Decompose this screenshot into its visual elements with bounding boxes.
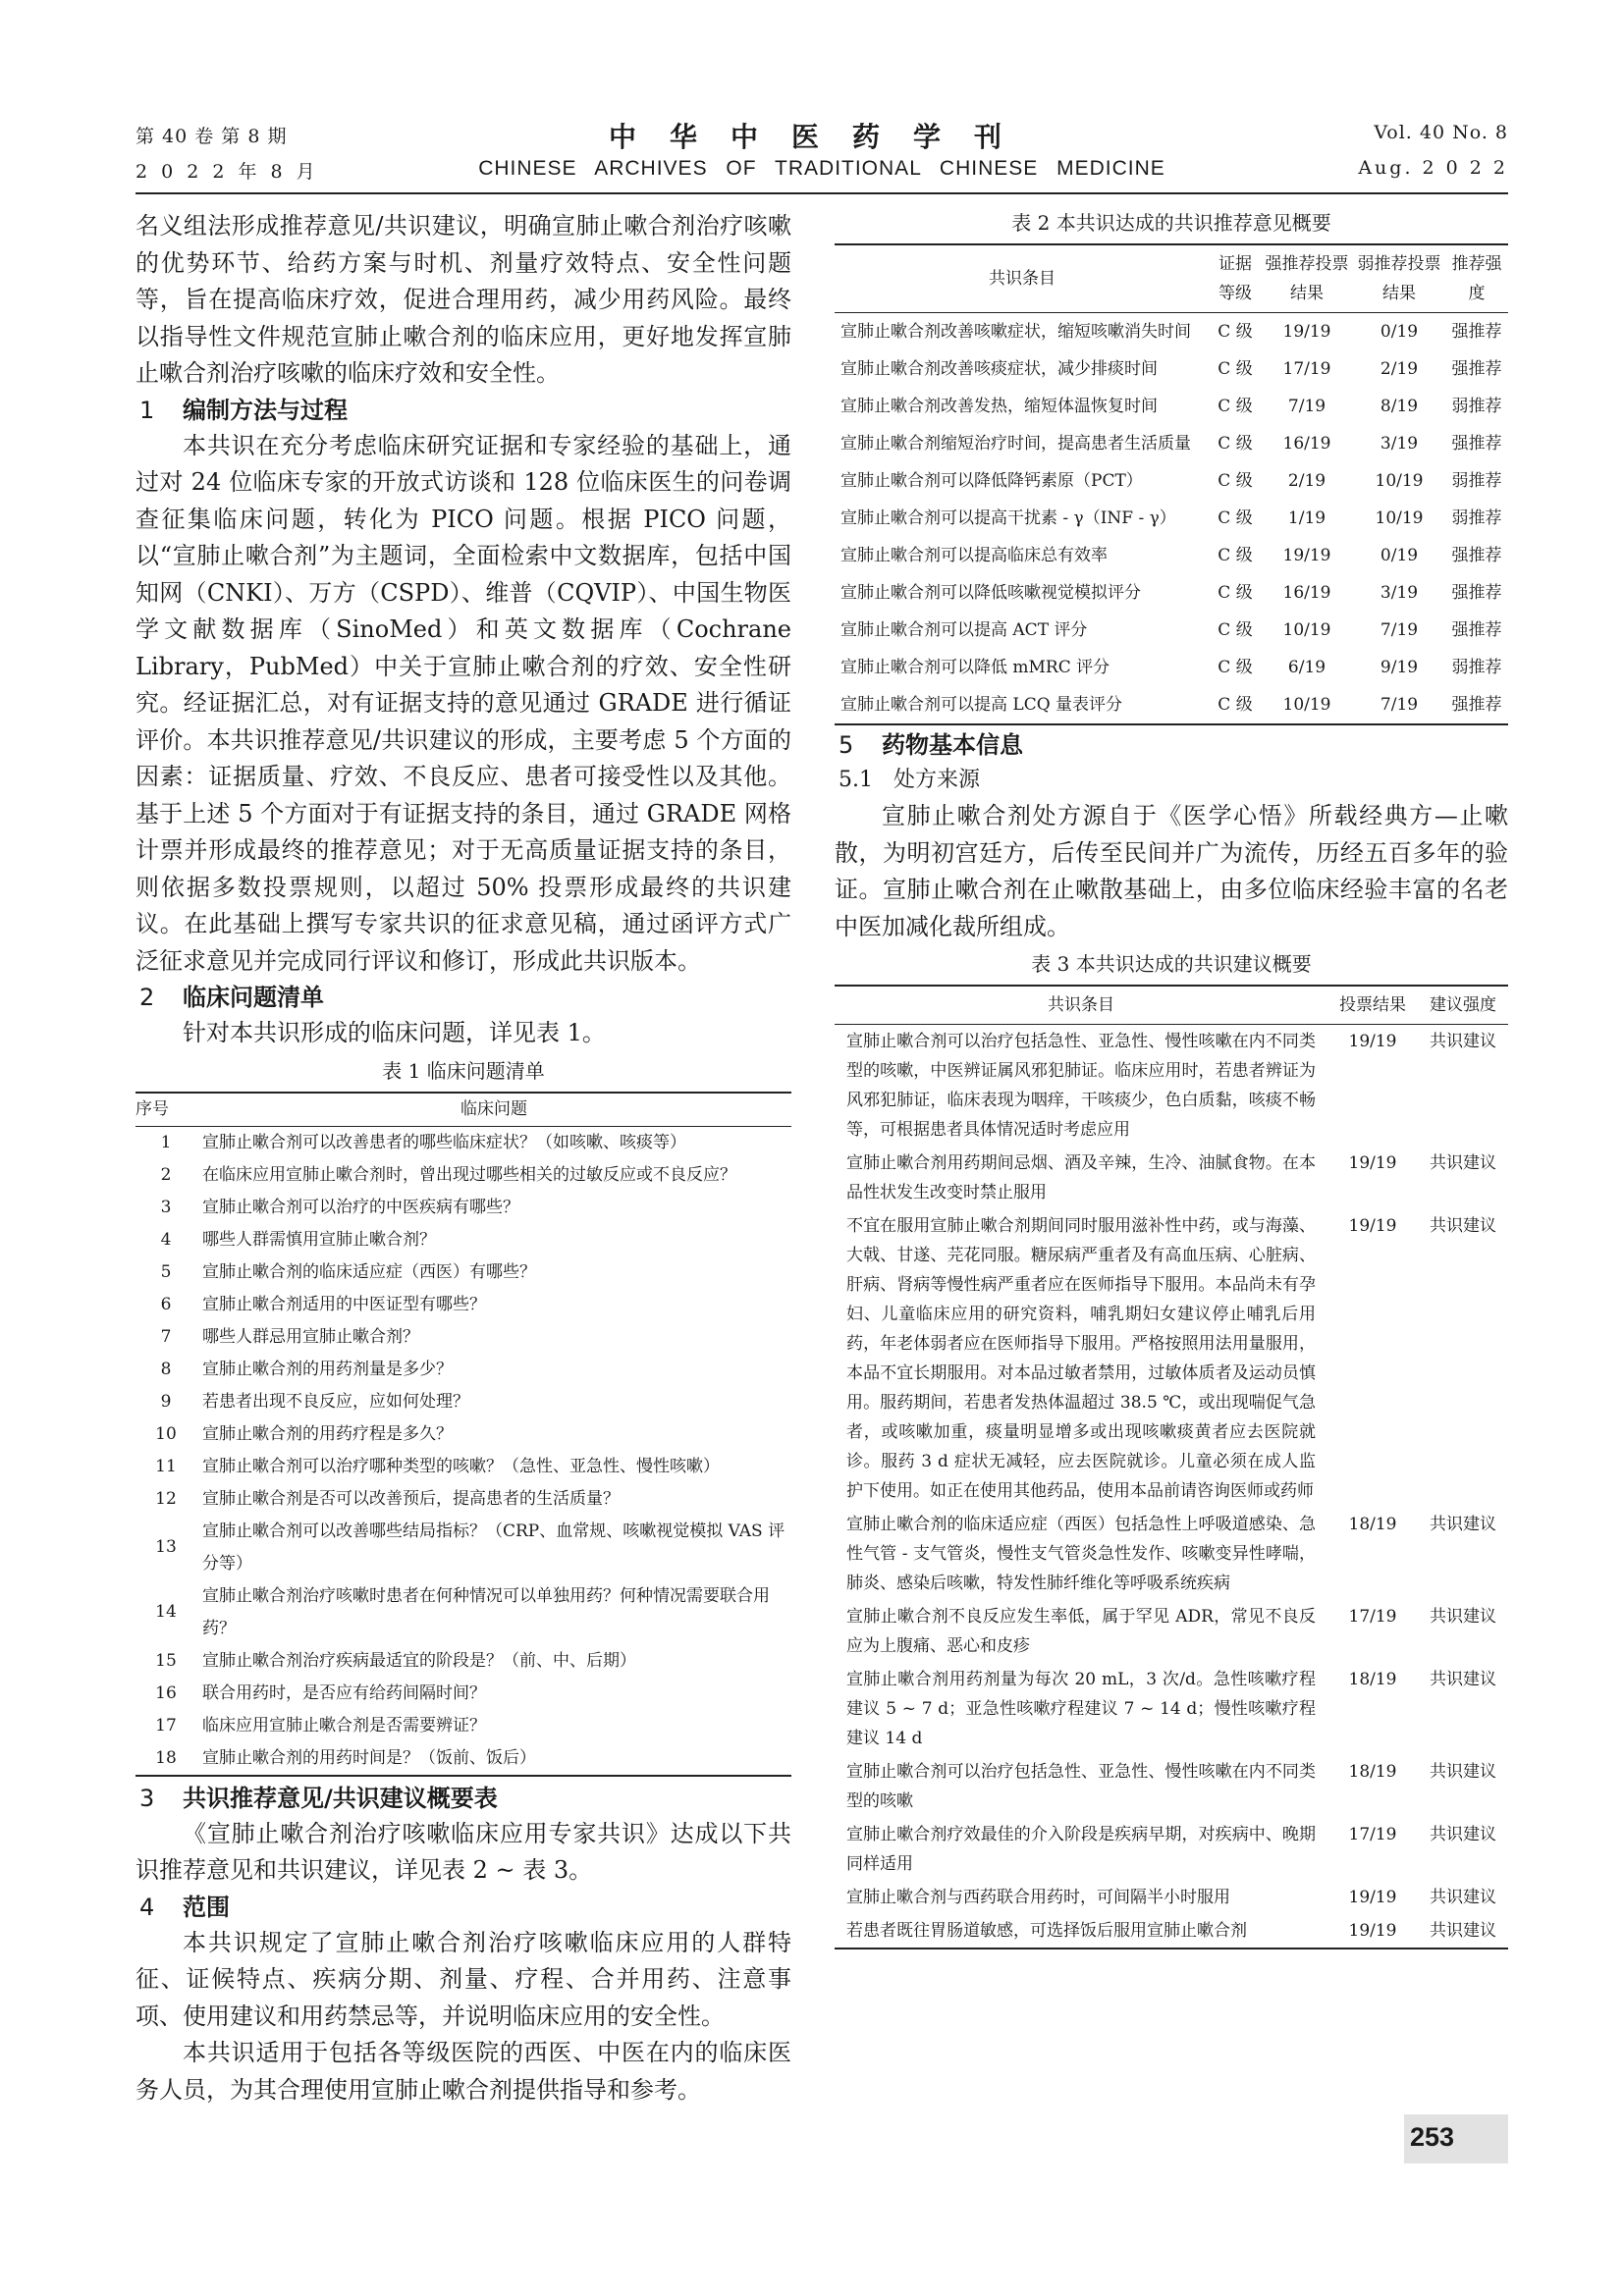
section-number: 5.1 bbox=[839, 768, 873, 792]
table-cell: 共识建议 bbox=[1418, 1914, 1508, 1949]
table-cell: 8/19 bbox=[1380, 397, 1419, 416]
header-cell: 共识条目 bbox=[835, 244, 1210, 313]
table-cell: 宣肺止嗽合剂的临床适应症（西医）有哪些？ bbox=[202, 1261, 536, 1282]
volume-issue-en: Vol. 40 No. 8 bbox=[1374, 122, 1508, 143]
table-cell: 宣肺止嗽合剂的临床适应症（西医）包括急性上呼吸道感染、急性气管 - 支气管炎，慢性支气管炎急性发作、咳嗽变异性哮喘，肺炎、感染后咳嗽，特发性肺纤维化等呼吸系统疾病 bbox=[846, 1515, 1316, 1593]
table-cell: 19/19 bbox=[1282, 546, 1331, 565]
section-title: 范围 bbox=[183, 1893, 230, 1921]
section-4-paragraph-2: 本共识适用于包括各等级医院的西医、中医在内的临床医务人员，为其合理使用宣肺止嗽合剂提供指导和参考。 bbox=[135, 2039, 791, 2104]
table-row bbox=[835, 1663, 1508, 1755]
table-row bbox=[835, 425, 1508, 462]
section-5-heading bbox=[835, 727, 1508, 763]
table-header-row bbox=[835, 244, 1508, 313]
table-cell: C 级 bbox=[1218, 658, 1253, 677]
table-3-caption: 表 3 本共识达成的共识建议概要 bbox=[1031, 952, 1312, 976]
table-cell: 19/19 bbox=[1348, 1153, 1397, 1173]
table-cell: 3/19 bbox=[1380, 434, 1419, 454]
table-cell: C 级 bbox=[1218, 546, 1253, 565]
table-row bbox=[135, 1742, 791, 1776]
table-cell: 共识建议 bbox=[1430, 1515, 1496, 1534]
table-cell: 共识建议 bbox=[1430, 1888, 1496, 1907]
header-cell: 推荐强度 bbox=[1445, 244, 1508, 313]
table-cell: C 级 bbox=[1218, 434, 1253, 454]
table-cell: 共识建议 bbox=[1430, 1032, 1496, 1051]
table-cell: 19/19 bbox=[1282, 322, 1331, 342]
table-cell: 0/19 bbox=[1380, 546, 1419, 565]
table-cell: 10/19 bbox=[1375, 508, 1424, 528]
table-cell: 共识建议 bbox=[1430, 1762, 1496, 1782]
table-cell: 宣肺止嗽合剂的用药剂量是多少？ bbox=[202, 1359, 453, 1379]
table-row bbox=[135, 1451, 791, 1483]
table-cell: 10/19 bbox=[1375, 471, 1424, 491]
section-number: 4 bbox=[139, 1893, 155, 1921]
section-5-1-heading bbox=[835, 763, 1508, 798]
section-1-paragraph: 本共识在充分考虑临床研究证据和专家经验的基础上，通过对 24 位临床专家的开放式访谈和 128 位临床医生的问卷调查征集临床问题，转化为 PICO 问题。根据 PICO 问题，以“宣肺止嗽合剂”为主题词，全面检索中文数据库，包括中国知网（CNKI）、万方（CSPD）、维普（CQVIP）、中国生物医学文献数据库（SinoMed）和英文数据库（Cochrane Library，PubMed）中关于宣肺止嗽合剂的疗效、安全性研究。经证据汇总，对有证据支持的意见通过 GRADE 进行循证评价。本共识推荐意见/共识建议的形成，主要考虑 5 个方面的因素：证据质量、疗效、不良反应、患者可接受性以及其他。基于上述 5 个方面对于有证据支持的条目，通过 GRADE 网格计票并形成最终的推荐意见；对于无高质量证据支持的条目，则依据多数投票规则，以超过 50% 投票形成最终的共识建议。在此基础上撰写专家共识的征求意见稿，通过函评方式广泛征求意见并完成同行评议和修订，形成此共识版本。 bbox=[135, 431, 791, 975]
table-cell: 若患者既往胃肠道敏感，可选择饭后服用宣肺止嗽合剂 bbox=[835, 1914, 1327, 1949]
table-cell: 19/19 bbox=[1327, 1914, 1418, 1949]
table-cell: 宣肺止嗽合剂疗效最佳的介入阶段是疾病早期，对疾病中、晚期同样适用 bbox=[846, 1825, 1316, 1874]
table-cell: 13 bbox=[155, 1537, 177, 1557]
table-cell: 弱推荐 bbox=[1451, 471, 1502, 491]
section-title: 处方来源 bbox=[893, 768, 981, 792]
table-cell: 8 bbox=[160, 1359, 172, 1379]
table-cell: 共识建议 bbox=[1430, 1607, 1496, 1627]
header-cell: 投票结果 bbox=[1327, 986, 1418, 1025]
table-cell: 7/19 bbox=[1353, 686, 1445, 724]
table-2-caption: 表 2 本共识达成的共识推荐意见概要 bbox=[1011, 211, 1331, 235]
table-cell: 共识建议 bbox=[1430, 1825, 1496, 1844]
table-row bbox=[135, 1386, 791, 1418]
table-cell: 弱推荐 bbox=[1451, 658, 1502, 677]
table-3 bbox=[835, 985, 1508, 1949]
table-cell: 19/19 bbox=[1348, 1032, 1397, 1051]
section-title: 临床问题清单 bbox=[183, 984, 324, 1011]
table-1-body bbox=[135, 1126, 791, 1776]
table-cell: C 级 bbox=[1218, 583, 1253, 603]
table-cell: 宣肺止嗽合剂的用药时间是？（饭前、饭后） bbox=[196, 1742, 791, 1776]
table-row bbox=[835, 612, 1508, 649]
date-cn: 2 0 2 2 年 8 月 bbox=[135, 161, 319, 183]
section-2-heading bbox=[135, 980, 791, 1015]
table-cell: 16/19 bbox=[1282, 434, 1331, 454]
table-row bbox=[135, 1354, 791, 1386]
table-row bbox=[835, 686, 1508, 724]
table-cell: 10 bbox=[155, 1423, 177, 1444]
section-1-heading bbox=[135, 393, 791, 428]
table-cell: 宣肺止嗽合剂改善咳痰症状，减少排痰时间 bbox=[840, 359, 1158, 379]
table-cell: 宣肺止嗽合剂的用药疗程是多久？ bbox=[202, 1423, 453, 1444]
table-row bbox=[835, 649, 1508, 686]
section-title: 共识推荐意见/共识建议概要表 bbox=[183, 1784, 498, 1812]
header-cell: 强推荐投票结果 bbox=[1261, 244, 1353, 313]
table-1 bbox=[135, 1092, 791, 1777]
table-cell: 4 bbox=[160, 1229, 172, 1250]
table-row bbox=[835, 313, 1508, 351]
table-cell: C 级 bbox=[1218, 359, 1253, 379]
table-cell: 7/19 bbox=[1287, 397, 1326, 416]
right-column bbox=[835, 208, 1508, 1949]
table-cell: 17/19 bbox=[1348, 1825, 1397, 1844]
section-4-heading bbox=[135, 1890, 791, 1925]
table-cell: 宣肺止嗽合剂可以降低咳嗽视觉模拟评分 bbox=[840, 583, 1141, 603]
table-cell: 10/19 bbox=[1261, 686, 1353, 724]
section-3-heading bbox=[135, 1781, 791, 1816]
table-cell: 宣肺止嗽合剂可以提高临床总有效率 bbox=[840, 546, 1108, 565]
table-cell: 5 bbox=[160, 1261, 172, 1282]
table-cell: 强推荐 bbox=[1451, 546, 1502, 565]
intro-paragraph: 名义组法形成推荐意见/共识建议，明确宣肺止嗽合剂治疗咳嗽的优势环节、给药方案与时机、剂量疗效特点、安全性问题等，旨在提高临床疗效，促进合理用药，减少用药风险。最终以指导性文件规范宣肺止嗽合剂的临床应用，更好地发挥宣肺止嗽合剂治疗咳嗽的临床疗效和安全性。 bbox=[135, 212, 791, 387]
table-cell: 宣肺止嗽合剂用药期间忌烟、酒及辛辣，生冷、油腻食物。在本品性状发生改变时禁止服用 bbox=[846, 1153, 1316, 1202]
table-cell: 7/19 bbox=[1380, 620, 1419, 640]
section-4-paragraph-1: 本共识规定了宣肺止嗽合剂治疗咳嗽临床应用的人群特征、证候特点、疾病分期、剂量、疗程、合并用药、注意事项、使用建议和用药禁忌等，并说明临床应用的安全性。 bbox=[135, 1928, 791, 2030]
left-column bbox=[135, 208, 791, 2109]
section-3-paragraph: 《宣肺止嗽合剂治疗咳嗽临床应用专家共识》达成以下共识推荐意见和共识建议，详见表 2 ~ 表 3。 bbox=[135, 1819, 791, 1884]
table-row bbox=[835, 500, 1508, 537]
table-cell: C 级 bbox=[1218, 471, 1253, 491]
table-row bbox=[135, 1126, 791, 1159]
table-row bbox=[135, 1224, 791, 1256]
table-row bbox=[135, 1645, 791, 1678]
table-cell: 宣肺止嗽合剂是否可以改善预后，提高患者的生活质量？ bbox=[202, 1488, 620, 1509]
table-cell: 18/19 bbox=[1348, 1670, 1397, 1689]
table-2-body bbox=[835, 313, 1508, 725]
header-cell: 序号 bbox=[135, 1093, 196, 1127]
table-cell: 宣肺止嗽合剂可以提高干扰素 - γ（INF - γ） bbox=[840, 508, 1176, 528]
table-cell: 哪些人群需慎用宣肺止嗽合剂？ bbox=[202, 1229, 436, 1250]
table-row bbox=[835, 1881, 1508, 1914]
section-2-paragraph: 针对本共识形成的临床问题，详见表 1。 bbox=[183, 1019, 606, 1046]
table-cell: 弱推荐 bbox=[1451, 508, 1502, 528]
table-row bbox=[135, 1159, 791, 1192]
table-cell: 宣肺止嗽合剂可以治疗包括急性、亚急性、慢性咳嗽在内不同类型的咳嗽，中医辨证属风邪犯肺证。临床应用时，若患者辨证为风邪犯肺证，临床表现为咽痒，干咳痰少，色白质黏，咳痰不畅等，可根据患者具体情况适时考虑应用 bbox=[846, 1032, 1316, 1140]
table-cell: 17/19 bbox=[1282, 359, 1331, 379]
table-cell: 强推荐 bbox=[1451, 322, 1502, 342]
table-cell: C 级 bbox=[1218, 397, 1253, 416]
table-cell: 7 bbox=[160, 1326, 172, 1347]
table-cell: 16 bbox=[155, 1682, 177, 1703]
table-cell: C 级 bbox=[1218, 508, 1253, 528]
section-title: 药物基本信息 bbox=[882, 731, 1023, 759]
table-cell: 宣肺止嗽合剂治疗疾病最适宜的阶段是？（前、中、后期） bbox=[202, 1650, 636, 1671]
table-cell: 宣肺止嗽合剂可以降低降钙素原（PCT） bbox=[840, 471, 1143, 491]
table-cell: 6/19 bbox=[1287, 658, 1326, 677]
table-cell: 11 bbox=[155, 1456, 177, 1476]
table-cell: 9/19 bbox=[1380, 658, 1419, 677]
table-cell: 14 bbox=[155, 1602, 177, 1622]
table-row bbox=[835, 462, 1508, 500]
table-cell: 宣肺止嗽合剂可以提高 LCQ 量表评分 bbox=[835, 686, 1210, 724]
table-header-row bbox=[135, 1093, 791, 1127]
header-cell: 建议强度 bbox=[1418, 986, 1508, 1025]
table-3-body bbox=[835, 1025, 1508, 1949]
table-cell: 共识建议 bbox=[1430, 1216, 1496, 1236]
table-cell: 宣肺止嗽合剂可以治疗哪种类型的咳嗽？（急性、亚急性、慢性咳嗽） bbox=[202, 1456, 720, 1476]
table-cell: 强推荐 bbox=[1451, 359, 1502, 379]
table-header-row bbox=[835, 986, 1508, 1025]
table-row bbox=[835, 1508, 1508, 1600]
table-row bbox=[835, 1818, 1508, 1881]
table-row bbox=[835, 1914, 1508, 1949]
table-cell: 宣肺止嗽合剂可以改善哪些结局指标？（CRP、血常规、咳嗽视觉模拟 VAS 评分等） bbox=[202, 1521, 785, 1574]
table-cell: 19/19 bbox=[1348, 1216, 1397, 1236]
table-cell: 共识建议 bbox=[1430, 1153, 1496, 1173]
table-cell: 0/19 bbox=[1380, 322, 1419, 342]
table-cell: 18/19 bbox=[1348, 1762, 1397, 1782]
table-cell: 15 bbox=[155, 1650, 177, 1671]
table-cell: 在临床应用宣肺止嗽合剂时，曾出现过哪些相关的过敏反应或不良反应？ bbox=[202, 1164, 736, 1185]
table-row bbox=[135, 1516, 791, 1580]
table-cell: 12 bbox=[155, 1488, 177, 1509]
table-cell: C 级 bbox=[1218, 322, 1253, 342]
journal-title-en: CHINESE ARCHIVES OF TRADITIONAL CHINESE MEDICINE bbox=[478, 157, 1165, 180]
header-cell: 证据等级 bbox=[1210, 244, 1261, 313]
table-cell: 哪些人群忌用宣肺止嗽合剂？ bbox=[202, 1326, 419, 1347]
section-5-1-paragraph: 宣肺止嗽合剂处方源自于《医学心悟》所载经典方—止嗽散，为明初宫廷方，后传至民间并广为流传，历经五百多年的验证。宣肺止嗽合剂在止嗽散基础上，由多位临床经验丰富的名老中医加减化裁所组成。 bbox=[835, 802, 1508, 940]
table-cell: 弱推荐 bbox=[1451, 397, 1502, 416]
table-row bbox=[835, 388, 1508, 425]
table-cell: 宣肺止嗽合剂与西药联合用药时，可间隔半小时服用 bbox=[846, 1888, 1230, 1907]
table-row bbox=[135, 1321, 791, 1354]
header-cell: 弱推荐投票结果 bbox=[1353, 244, 1445, 313]
table-cell: C 级 bbox=[1218, 620, 1253, 640]
table-row bbox=[135, 1678, 791, 1710]
table-cell: 2 bbox=[160, 1164, 172, 1185]
section-number: 5 bbox=[839, 731, 854, 759]
header-cell: 共识条目 bbox=[835, 986, 1327, 1025]
table-row bbox=[135, 1710, 791, 1742]
table-cell: 宣肺止嗽合剂用药剂量为每次 20 mL，3 次/d。急性咳嗽疗程建议 5 ~ 7 d；亚急性咳嗽疗程建议 7 ~ 14 d；慢性咳嗽疗程建议 14 d bbox=[846, 1670, 1316, 1748]
table-cell: 宣肺止嗽合剂改善咳嗽症状，缩短咳嗽消失时间 bbox=[840, 322, 1191, 342]
volume-issue-cn: 第 40 卷 第 8 期 bbox=[135, 126, 288, 147]
table-cell: 1 bbox=[160, 1132, 172, 1152]
table-cell: 1/19 bbox=[1287, 508, 1326, 528]
table-cell: 联合用药时，是否应有给药间隔时间？ bbox=[202, 1682, 486, 1703]
section-number: 1 bbox=[139, 396, 155, 424]
table-cell: 2/19 bbox=[1380, 359, 1419, 379]
table-cell: 强推荐 bbox=[1451, 434, 1502, 454]
table-row bbox=[135, 1192, 791, 1224]
page-number-box bbox=[1404, 2114, 1508, 2163]
header-cell: 临床问题 bbox=[196, 1093, 791, 1127]
table-cell: 强推荐 bbox=[1451, 620, 1502, 640]
table-row bbox=[835, 574, 1508, 612]
table-row bbox=[135, 1418, 791, 1451]
table-cell: C 级 bbox=[1210, 686, 1261, 724]
table-cell: 19/19 bbox=[1348, 1888, 1397, 1907]
table-cell: 宣肺止嗽合剂可以改善患者的哪些临床症状？（如咳嗽、咳痰等） bbox=[202, 1132, 686, 1152]
table-row bbox=[135, 1289, 791, 1321]
running-header bbox=[135, 116, 1508, 194]
table-cell: 18/19 bbox=[1348, 1515, 1397, 1534]
table-cell: 强推荐 bbox=[1445, 686, 1508, 724]
section-number: 2 bbox=[139, 984, 155, 1011]
table-cell: 宣肺止嗽合剂缩短治疗时间，提高患者生活质量 bbox=[840, 434, 1191, 454]
table-cell: 宣肺止嗽合剂治疗咳嗽时患者在何种情况可以单独用药？何种情况需要联合用药？ bbox=[202, 1585, 770, 1638]
table-cell: 17 bbox=[155, 1715, 177, 1735]
table-row bbox=[135, 1256, 791, 1289]
section-title: 编制方法与过程 bbox=[183, 396, 348, 424]
table-cell: 16/19 bbox=[1282, 583, 1331, 603]
table-cell: 3/19 bbox=[1380, 583, 1419, 603]
table-row bbox=[835, 350, 1508, 388]
table-cell: 宣肺止嗽合剂可以降低 mMRC 评分 bbox=[840, 658, 1110, 677]
table-cell: 2/19 bbox=[1287, 471, 1326, 491]
table-cell: 18 bbox=[135, 1742, 196, 1776]
header-rule bbox=[135, 192, 1508, 194]
table-1-caption: 表 1 临床问题清单 bbox=[382, 1058, 545, 1083]
table-cell: 10/19 bbox=[1282, 620, 1331, 640]
table-cell: 6 bbox=[160, 1294, 172, 1314]
table-row bbox=[835, 1209, 1508, 1508]
section-number: 3 bbox=[139, 1784, 155, 1812]
table-row bbox=[835, 1755, 1508, 1818]
date-en: Aug. 2 0 2 2 bbox=[1358, 157, 1508, 179]
table-row bbox=[835, 537, 1508, 574]
table-cell: 临床应用宣肺止嗽合剂是否需要辨证？ bbox=[202, 1715, 486, 1735]
table-cell: 17/19 bbox=[1348, 1607, 1397, 1627]
table-cell: 若患者出现不良反应，应如何处理？ bbox=[202, 1391, 469, 1412]
table-cell: 共识建议 bbox=[1430, 1670, 1496, 1689]
table-cell: 9 bbox=[160, 1391, 172, 1412]
table-2 bbox=[835, 243, 1508, 725]
table-cell: 强推荐 bbox=[1451, 583, 1502, 603]
table-row bbox=[835, 1600, 1508, 1663]
table-cell: 宣肺止嗽合剂改善发热，缩短体温恢复时间 bbox=[840, 397, 1158, 416]
table-row bbox=[835, 1147, 1508, 1209]
table-cell: 宣肺止嗽合剂不良反应发生率低，属于罕见 ADR，常见不良反应为上腹痛、恶心和皮疹 bbox=[846, 1607, 1316, 1656]
table-row bbox=[835, 1025, 1508, 1148]
table-cell: 不宜在服用宣肺止嗽合剂期间同时服用滋补性中药，或与海藻、大戟、甘遂、芫花同服。糖尿病严重者及有高血压病、心脏病、肝病、肾病等慢性病严重者应在医师指导下服用。本品尚未有孕妇、儿童临床应用的研究资料，哺乳期妇女建议停止哺乳后用药，年老体弱者应在医师指导下服用。严格按照用法用量服用，本品不宜长期服用。对本品过敏者禁用，过敏体质者及运动员慎用。服药期间，若患者发热体温超过 38.5 ℃，或出现喘促气急者，或咳嗽加重，痰量明显增多或出现咳嗽痰黄者应去医院就诊。服药 3 d 症状无减轻，应去医院就诊。儿童必须在成人监护下使用。如正在使用其他药品，使用本品前请咨询医师或药师 bbox=[846, 1216, 1316, 1501]
table-cell: 宣肺止嗽合剂适用的中医证型有哪些？ bbox=[202, 1294, 486, 1314]
table-cell: 3 bbox=[160, 1197, 172, 1217]
table-row bbox=[135, 1483, 791, 1516]
table-row bbox=[135, 1580, 791, 1645]
page-number: 253 bbox=[1410, 2122, 1455, 2152]
journal-title-cn: 中华中医药学刊 bbox=[608, 121, 1035, 153]
table-cell: 宣肺止嗽合剂可以提高 ACT 评分 bbox=[840, 620, 1088, 640]
table-cell: 宣肺止嗽合剂可以治疗包括急性、亚急性、慢性咳嗽在内不同类型的咳嗽 bbox=[846, 1762, 1316, 1811]
table-cell: 宣肺止嗽合剂可以治疗的中医疾病有哪些？ bbox=[202, 1197, 519, 1217]
